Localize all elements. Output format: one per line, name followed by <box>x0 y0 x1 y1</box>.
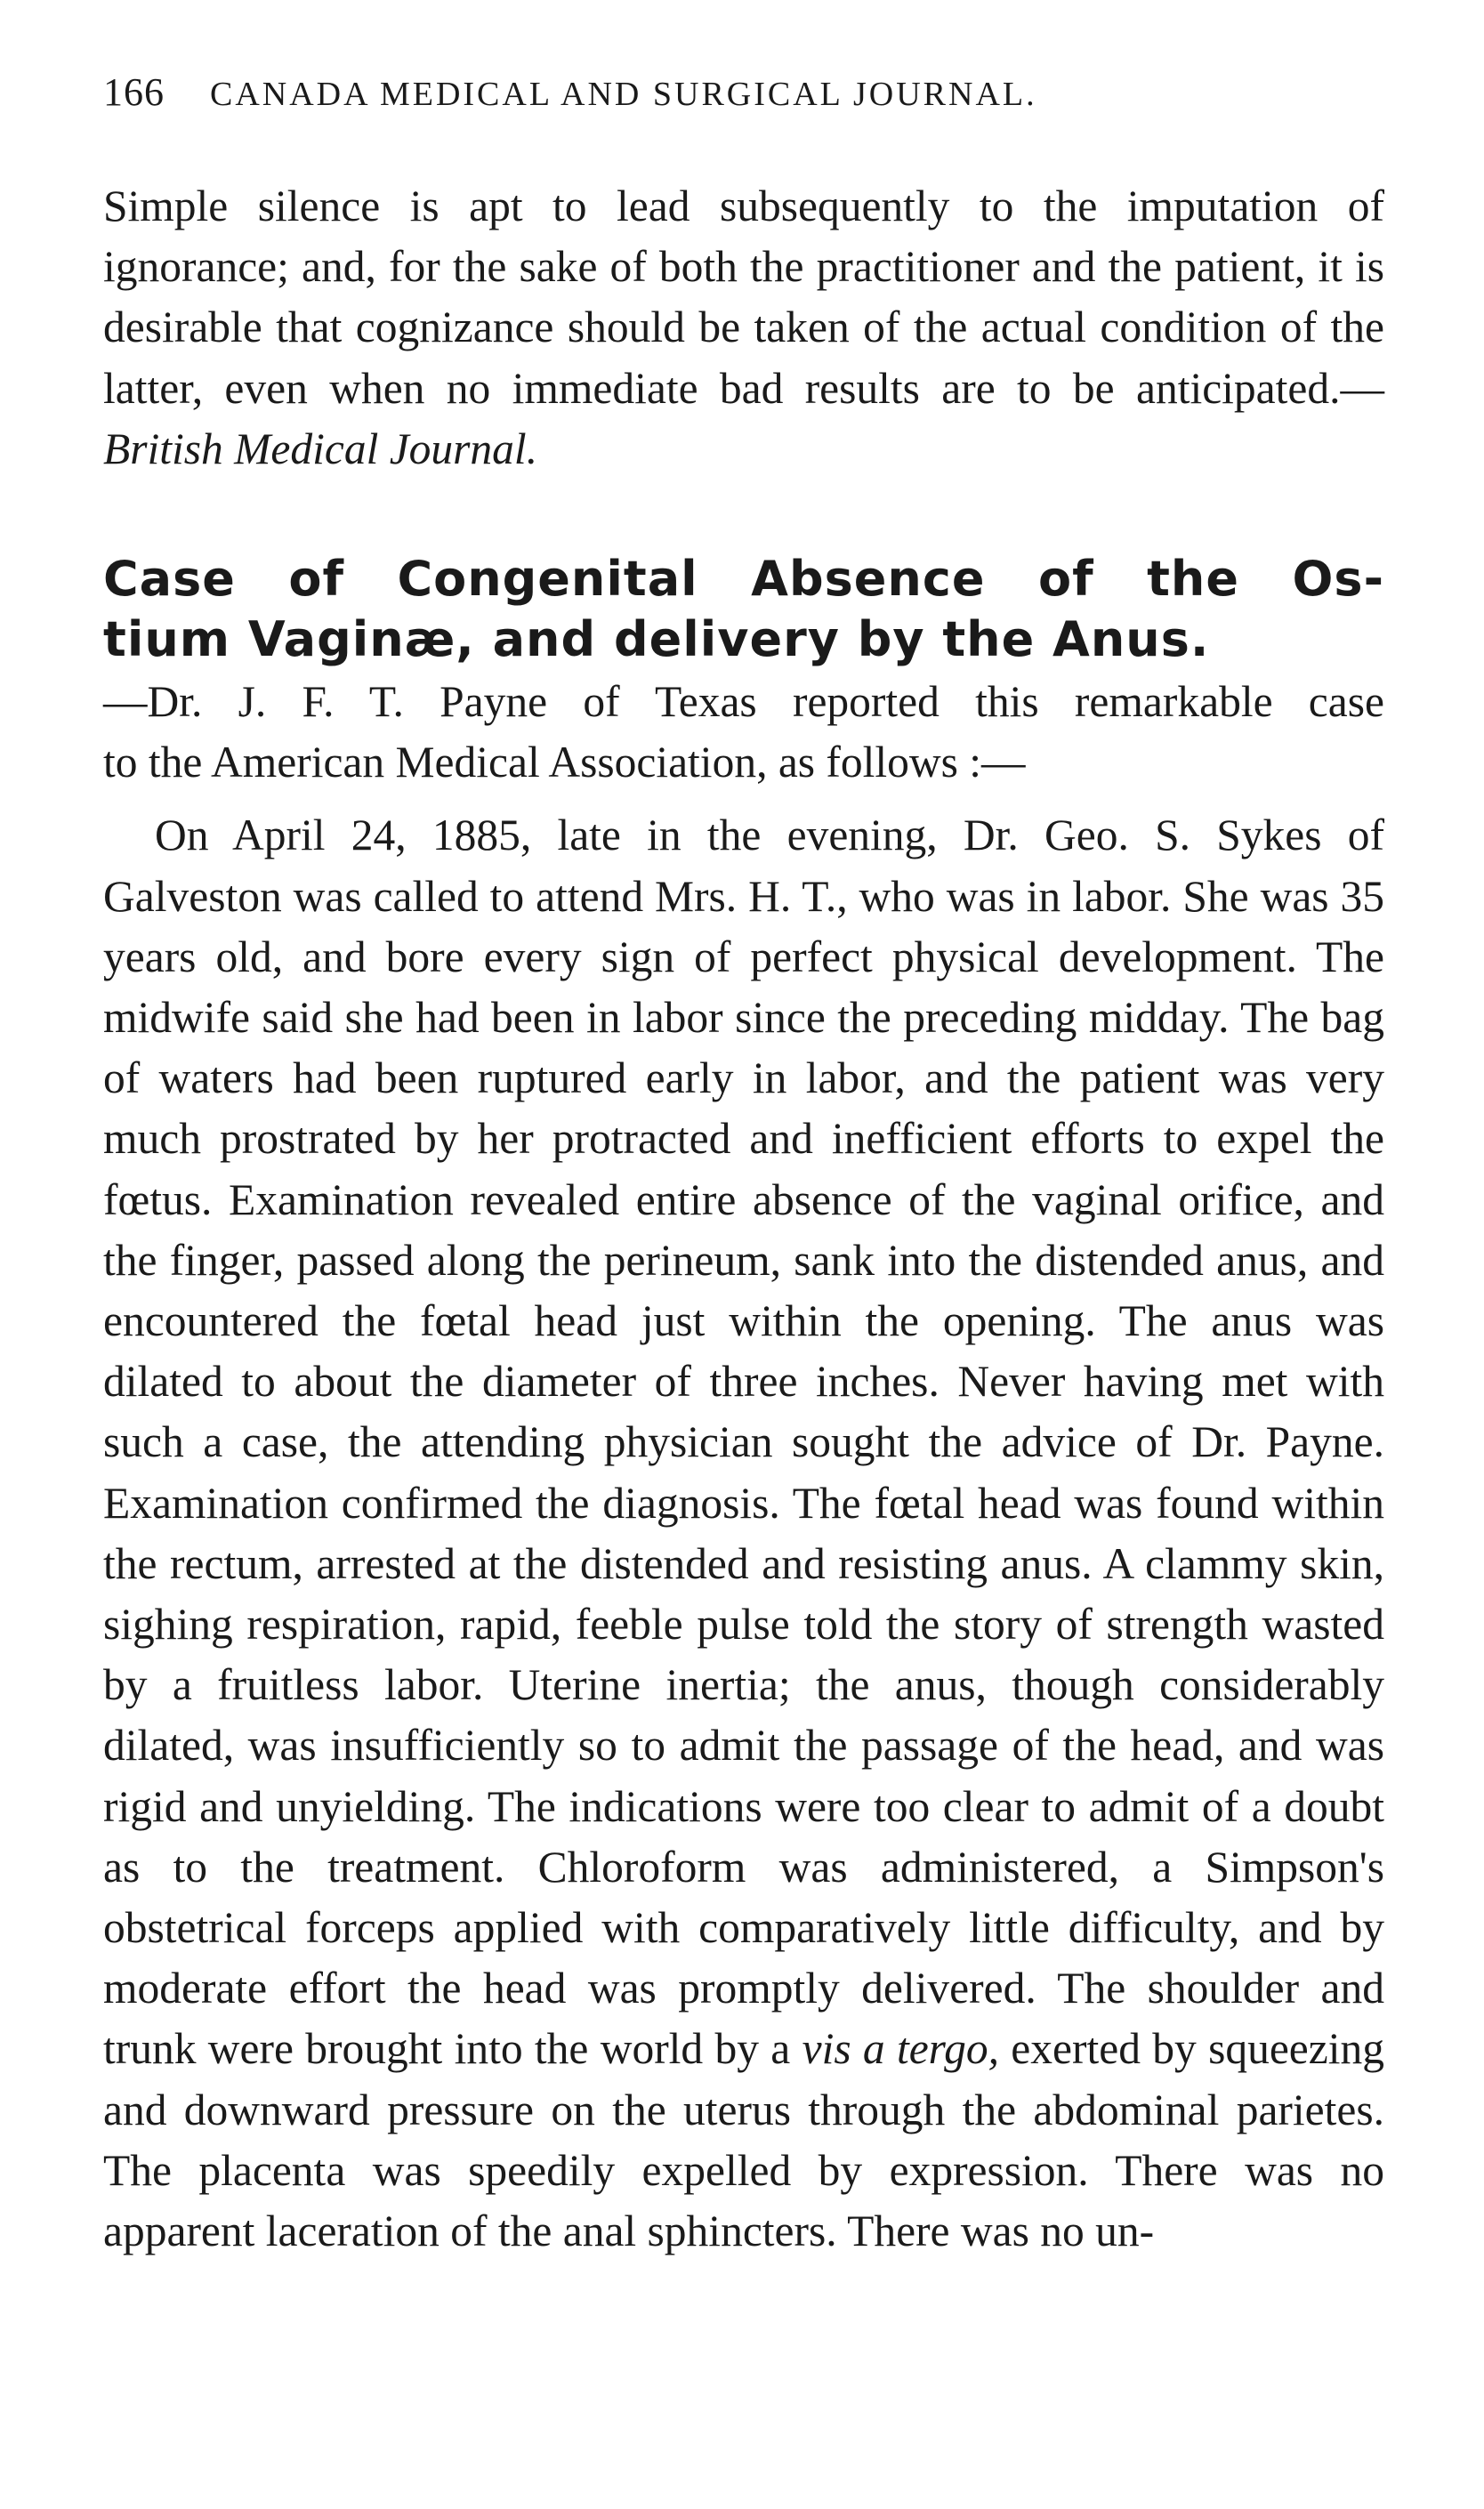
page-number: 166 <box>103 70 165 114</box>
running-head <box>103 69 1384 123</box>
continuation-paragraph <box>103 176 1384 480</box>
article-intro <box>103 672 1384 793</box>
case-report-paragraph <box>103 805 1384 2262</box>
article-intro-rest: to the American Medical Association, as follows :— <box>103 738 1026 787</box>
case-text-part-2: exerted by squeezing and downward pressure on the uterus through the abdominal parietes. The placenta was speedily expelled by expression. There was no apparent laceration of the anal sphincters. There was no un- <box>103 2024 1385 2256</box>
article-title-line-2: tium Vaginæ, and delivery by the Anus. <box>103 611 1210 668</box>
article-title-line-1: Case of Congenital Absence of the Os- <box>103 551 1384 608</box>
source-citation: British Medical Journal. <box>103 424 538 473</box>
case-text-part-1: On April 24, 1885, late in the evening, Dr. Geo. S. Sykes of Galveston was called to attend Mrs. H. T., who was in labor. She was 35 years old, and bore every sign of perfect physical development. The midwife said she had been in labor since the preceding midday. The bag of waters had been ruptured early in labor, and the patient was very much prostrated by her protracted and inefficient efforts to expel the fœtus. Examination revealed entire absence of the vaginal orifice, and the finger, passed along the perineum, sank into the distended anus, and encountered the fœtal head just within the opening. The anus was dilated to about the diameter of three inches. Never having met with such a case, the attending physician sought the advice of Dr. Payne. Examination confirmed the diagnosis. The fœtal head was found within the rectum, arrested at the distended and resisting anus. A clammy skin, sighing respiration, rapid, feeble pulse told the story of strength wasted by a fruitless labor. Uterine inertia; the anus, though considerably dilated, was insufficiently so to admit the passage of the head, and was rigid and unyielding. The indications were too clear to admit of a doubt as to the treatment. Chloroform was administered, a Simpson's obstetrical forceps applied with comparatively little difficulty, and by moderate effort the head was promptly delivered. The shoulder and trunk were brought into the world by a <box>103 811 1384 2074</box>
continuation-text: Simple silence is apt to lead subsequently to the imputation of ignorance; and, for the sake of both the practitioner and the patient, it is desirable that cognizance should be taken of the actual condition of the latter, even when no immediate bad results are to be anticipated.— <box>103 182 1384 413</box>
case-italic-phrase: vis a tergo, <box>802 2024 999 2074</box>
journal-title: CANADA MEDICAL AND SURGICAL JOURNAL. <box>210 76 1037 113</box>
article-byline: —Dr. J. F. T. Payne of Texas reported this remarkable case <box>103 677 1384 727</box>
journal-page <box>103 69 1384 2262</box>
article-title <box>103 549 1384 670</box>
